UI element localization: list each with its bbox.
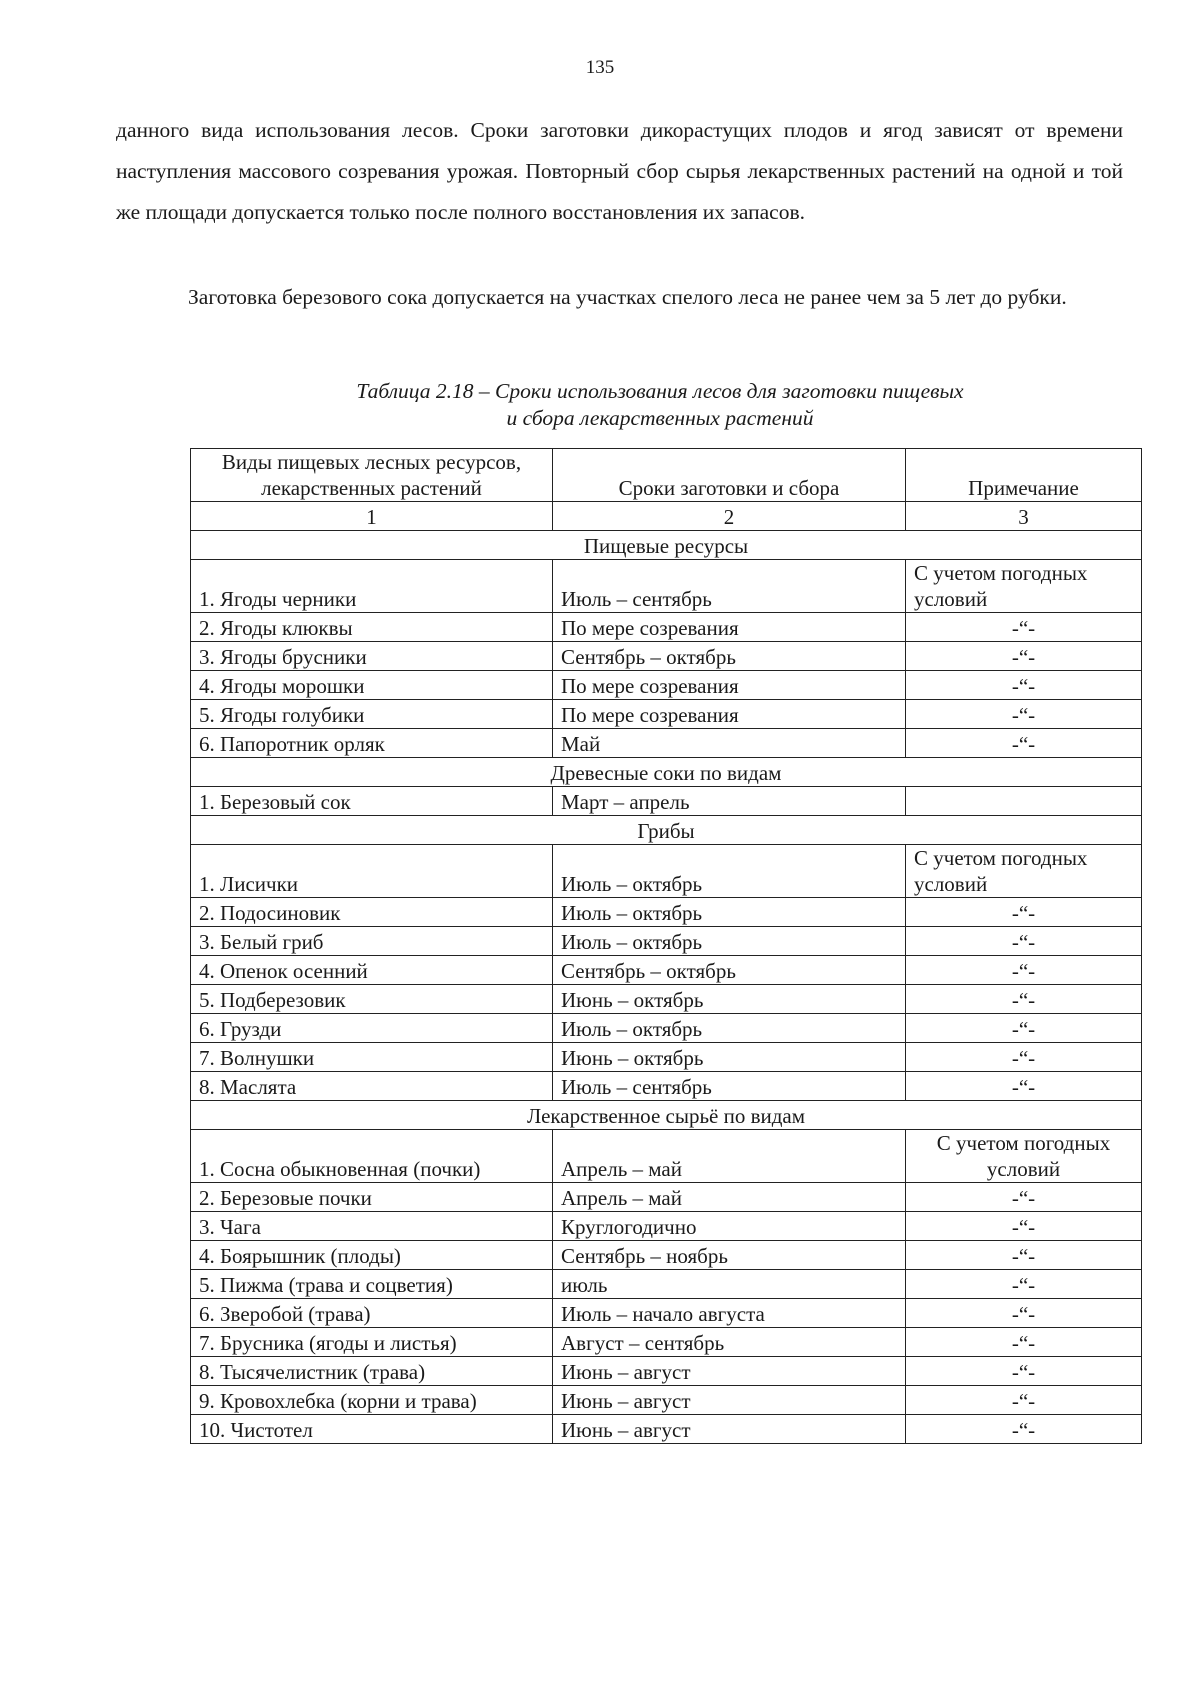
harvest-period: Август – сентябрь [553, 1328, 906, 1357]
resource-name: 9. Кровохлебка (корни и трава) [191, 1386, 553, 1415]
section-title: Лекарственное сырьё по видам [191, 1101, 1142, 1130]
column-header: Примечание [906, 449, 1142, 502]
resource-name: 6. Зверобой (трава) [191, 1299, 553, 1328]
harvest-period: Апрель – май [553, 1130, 906, 1183]
note: С учетом погодных условий [906, 560, 1142, 613]
note: -“- [906, 1415, 1142, 1444]
harvest-period: Июнь – октябрь [553, 985, 906, 1014]
resource-name: 4. Опенок осенний [191, 956, 553, 985]
note: С учетом погодных условий [906, 845, 1142, 898]
table-header-row [191, 449, 1142, 502]
resource-name: 2. Ягоды клюквы [191, 613, 553, 642]
note: -“- [906, 927, 1142, 956]
section-title: Грибы [191, 816, 1142, 845]
harvest-period: По мере созревания [553, 613, 906, 642]
harvest-period: Июнь – октябрь [553, 1043, 906, 1072]
resource-name: 7. Волнушки [191, 1043, 553, 1072]
column-number: 3 [906, 502, 1142, 531]
note: -“- [906, 642, 1142, 671]
caption-line: и сбора лекарственных растений [506, 406, 814, 430]
note: -“- [906, 613, 1142, 642]
resource-name: 2. Березовые почки [191, 1183, 553, 1212]
note: -“- [906, 729, 1142, 758]
table-row [191, 1014, 1142, 1043]
table-row [191, 1212, 1142, 1241]
resource-name: 3. Чага [191, 1212, 553, 1241]
harvest-period: Июль – сентябрь [553, 560, 906, 613]
resource-name: 1. Березовый сок [191, 787, 553, 816]
resource-name: 7. Брусника (ягоды и листья) [191, 1328, 553, 1357]
caption-line: Таблица 2.18 – Сроки использования лесов для заготовки пищевых [356, 379, 964, 403]
resource-name: 4. Боярышник (плоды) [191, 1241, 553, 1270]
table-row [191, 700, 1142, 729]
resource-name: 8. Маслята [191, 1072, 553, 1101]
resource-name: 1. Лисички [191, 845, 553, 898]
table-row [191, 927, 1142, 956]
table-row [191, 787, 1142, 816]
note: -“- [906, 1241, 1142, 1270]
table-row [191, 1270, 1142, 1299]
note: -“- [906, 956, 1142, 985]
harvest-period: Сентябрь – ноябрь [553, 1241, 906, 1270]
harvest-period: Июнь – август [553, 1415, 906, 1444]
column-header: Сроки заготовки и сбора [553, 449, 906, 502]
harvest-period: Круглогодично [553, 1212, 906, 1241]
note: -“- [906, 1386, 1142, 1415]
note: -“- [906, 898, 1142, 927]
note: -“- [906, 1072, 1142, 1101]
table-row [191, 1415, 1142, 1444]
table-row [191, 560, 1142, 613]
table-row [191, 1043, 1142, 1072]
paragraph-text: Заготовка березового сока допускается на участках спелого леса не ранее чем за 5 лет до рубки. [188, 285, 1067, 309]
column-number: 1 [191, 502, 553, 531]
section-header-row [191, 1101, 1142, 1130]
table-row [191, 613, 1142, 642]
section-header-row [191, 758, 1142, 787]
harvest-period: Июль – начало августа [553, 1299, 906, 1328]
table-row [191, 1328, 1142, 1357]
resource-name: 5. Ягоды голубики [191, 700, 553, 729]
resource-name: 10. Чистотел [191, 1415, 553, 1444]
table-row [191, 985, 1142, 1014]
resource-name: 1. Ягоды черники [191, 560, 553, 613]
paragraph-text: данного вида использования лесов. Сроки заготовки дикорастущих плодов и ягод зависят от времени наступления массового созревания урожая. Повторный сбор сырья лекарственных растений на одной и той же площади допускается только после полного восстановления их запасов. [116, 118, 1123, 224]
table-row [191, 956, 1142, 985]
resource-name: 5. Подберезовик [191, 985, 553, 1014]
note: -“- [906, 671, 1142, 700]
table-row [191, 729, 1142, 758]
harvest-period: Апрель – май [553, 1183, 906, 1212]
table-row [191, 1130, 1142, 1183]
harvest-period: Июль – сентябрь [553, 1072, 906, 1101]
harvest-period: Июль – октябрь [553, 845, 906, 898]
harvest-period: Июль – октябрь [553, 927, 906, 956]
table-row [191, 1241, 1142, 1270]
resource-name: 1. Сосна обыкновенная (почки) [191, 1130, 553, 1183]
note: -“- [906, 1270, 1142, 1299]
resource-name: 5. Пижма (трава и соцветия) [191, 1270, 553, 1299]
resource-name: 3. Ягоды брусники [191, 642, 553, 671]
section-title: Древесные соки по видам [191, 758, 1142, 787]
note: -“- [906, 1183, 1142, 1212]
harvest-period: Сентябрь – октябрь [553, 642, 906, 671]
note: -“- [906, 700, 1142, 729]
note: -“- [906, 1299, 1142, 1328]
harvest-period: Июнь – август [553, 1386, 906, 1415]
table-row [191, 845, 1142, 898]
table-caption [0, 378, 1200, 432]
note: -“- [906, 1212, 1142, 1241]
column-header: Виды пищевых лесных ресурсов, лекарственных растений [191, 449, 553, 502]
resource-name: 2. Подосиновик [191, 898, 553, 927]
note: -“- [906, 1043, 1142, 1072]
harvest-terms-table [190, 448, 1142, 1444]
table-row [191, 1386, 1142, 1415]
page-number: 135 [585, 57, 615, 78]
section-title: Пищевые ресурсы [191, 531, 1142, 560]
resource-name: 3. Белый гриб [191, 927, 553, 956]
harvest-period: Сентябрь – октябрь [553, 956, 906, 985]
resource-name: 4. Ягоды морошки [191, 671, 553, 700]
note: -“- [906, 1328, 1142, 1357]
resource-name: 8. Тысячелистник (трава) [191, 1357, 553, 1386]
note: -“- [906, 1014, 1142, 1043]
table-row [191, 1072, 1142, 1101]
column-number-row [191, 502, 1142, 531]
body-paragraph [116, 277, 1123, 318]
table-row [191, 671, 1142, 700]
harvest-period: Июль – октябрь [553, 898, 906, 927]
harvest-period: Июль – октябрь [553, 1014, 906, 1043]
harvest-period: По мере созревания [553, 671, 906, 700]
resource-name: 6. Папоротник орляк [191, 729, 553, 758]
table-row [191, 1299, 1142, 1328]
note: -“- [906, 985, 1142, 1014]
harvest-period: По мере созревания [553, 700, 906, 729]
harvest-period: июль [553, 1270, 906, 1299]
resource-name: 6. Грузди [191, 1014, 553, 1043]
section-header-row [191, 531, 1142, 560]
body-paragraph [116, 110, 1123, 233]
table-row [191, 1183, 1142, 1212]
harvest-period: Май [553, 729, 906, 758]
harvest-period: Июнь – август [553, 1357, 906, 1386]
table-row [191, 898, 1142, 927]
table-row [191, 642, 1142, 671]
note [906, 787, 1142, 816]
column-number: 2 [553, 502, 906, 531]
note: -“- [906, 1357, 1142, 1386]
table-row [191, 1357, 1142, 1386]
section-header-row [191, 816, 1142, 845]
harvest-period: Март – апрель [553, 787, 906, 816]
note: С учетом погодных условий [906, 1130, 1142, 1183]
